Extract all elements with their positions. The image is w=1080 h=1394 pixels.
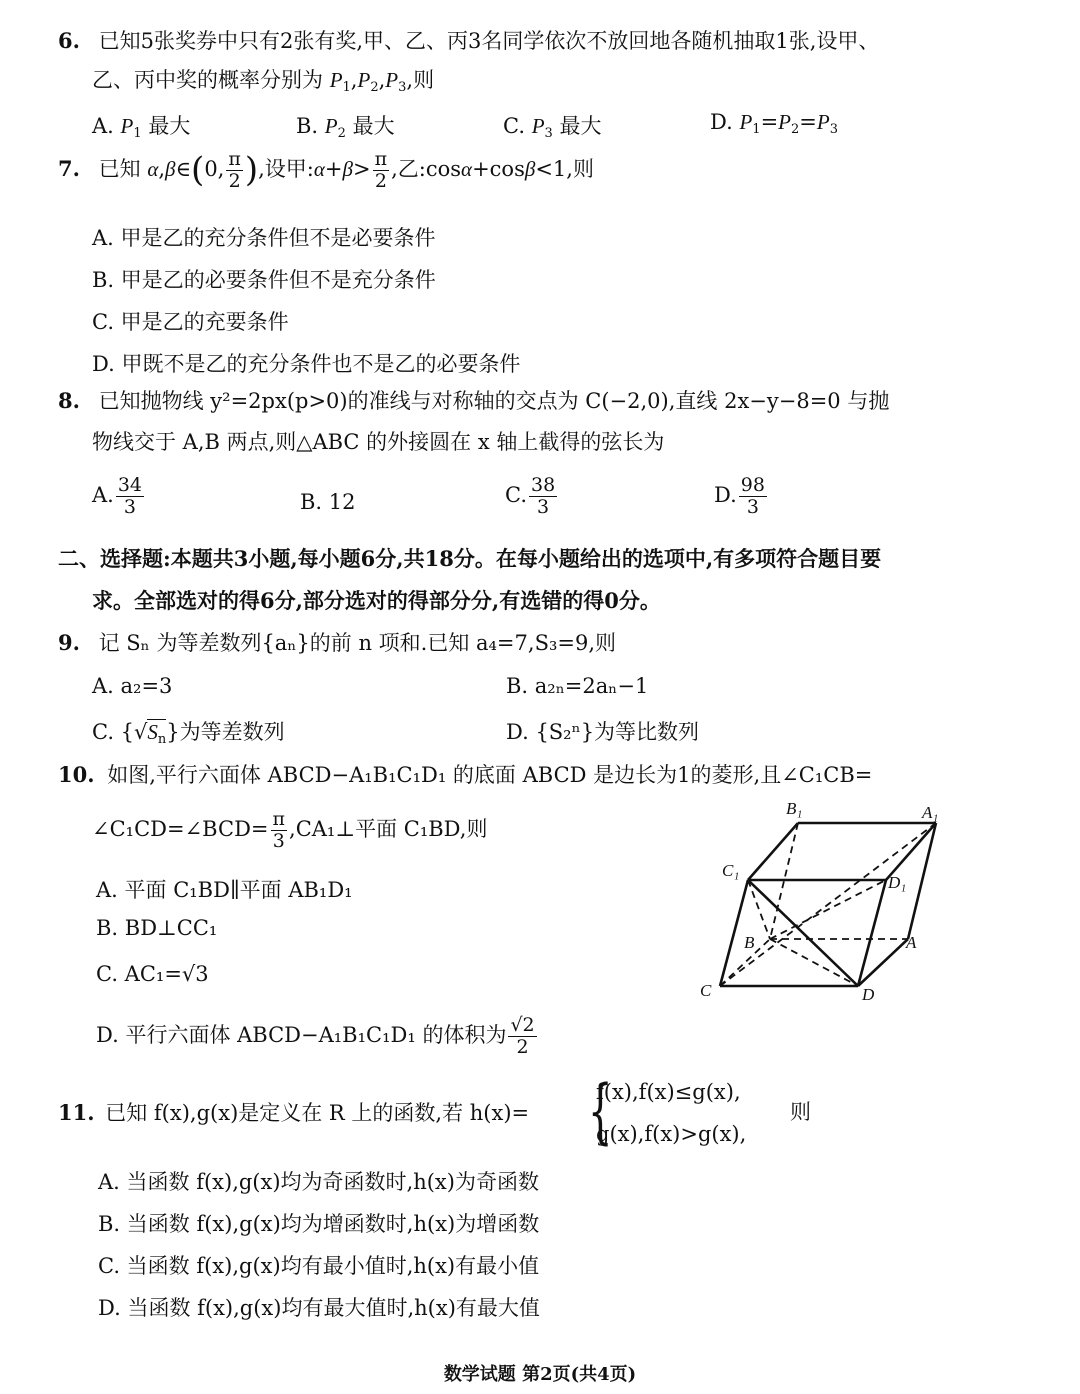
question-number: 6.: [58, 28, 80, 53]
question-text: 乙、丙中奖的概率分别为: [92, 68, 323, 92]
option-d[interactable]: D. $\frac{98}{3}$: [714, 474, 765, 518]
option-a[interactable]: A. $P_1$ 最大: [92, 114, 191, 141]
label-b1: B₁: [786, 799, 803, 818]
option-d[interactable]: D. 当函数 f(x),g(x)均有最大值时,h(x)有最大值: [98, 1296, 540, 1320]
option-c[interactable]: C. 当函数 f(x),g(x)均有最小值时,h(x)有最小值: [98, 1254, 540, 1278]
question-6: [58, 30, 879, 52]
option-a[interactable]: A. 甲是乙的充分条件但不是必要条件: [92, 226, 436, 250]
question-text: ,设甲:: [258, 157, 314, 181]
question-text: 已知: [98, 157, 141, 181]
label-b: B: [744, 933, 755, 952]
question-text: 物线交于 A,B 两点,则△ABC 的外接圆在 x 轴上截得的弦长为: [92, 430, 665, 454]
option-c[interactable]: C. $P_3$ 最大: [503, 114, 602, 141]
question-number: 9.: [58, 630, 80, 655]
question-7: 7. 已知 α,β∈(0, $\frac{\pi}{2}$ ),设甲:α+β> $\frac{\pi}{2}$ ,乙:cosα+cosβ<1,则: [58, 148, 594, 192]
question-text: 记 Sₙ 为等差数列{aₙ}的前 n 项和.已知 a₄=7,S₃=9,则: [98, 631, 617, 655]
question-8: [58, 390, 889, 412]
question-number: 10.: [58, 762, 95, 787]
option-d[interactable]: D. 甲既不是乙的充分条件也不是乙的必要条件: [92, 352, 521, 376]
question-10: [58, 764, 872, 786]
question-6-line2: 乙、丙中奖的概率分别为 $P_1,P_2,P_3$,则: [92, 68, 435, 95]
option-c[interactable]: C. AC₁=√3: [96, 962, 209, 986]
question-number: 11.: [58, 1100, 95, 1125]
question-text: +cos: [472, 157, 525, 181]
label-c: C: [700, 981, 712, 1000]
question-text: 则: [790, 1100, 811, 1124]
question-text: <1,则: [535, 157, 594, 181]
label-a: A: [906, 933, 917, 952]
section-instructions: 求。全部选对的得6分,部分选对的得部分分,有选错的得0分。: [92, 588, 661, 613]
parallelepiped-figure: [700, 796, 960, 1016]
question-text: ,则: [406, 68, 435, 92]
fraction: $\frac{\pi}{2}$: [374, 148, 388, 192]
question-text: ∠C₁CD=∠BCD=: [92, 817, 269, 841]
question-text: 已知5张奖券中只有2张有奖,甲、乙、丙3名同学依次不放回地各随机抽取1张,设甲、: [98, 29, 880, 53]
question-text: ,CA₁⊥平面 C₁BD,则: [289, 817, 488, 841]
option-c[interactable]: C. $\{√S_n\}$为等差数列: [92, 720, 285, 747]
option-b[interactable]: B. $P_2$ 最大: [296, 114, 395, 141]
question-text: 如图,平行六面体 ABCD−A₁B₁C₁D₁ 的底面 ABCD 是边长为1的菱形,且∠C₁CB=: [107, 763, 873, 787]
question-text: ,乙:cos: [391, 157, 462, 181]
question-number: 7.: [58, 156, 80, 181]
question-text: 已知抛物线 y²=2px(p>0)的准线与对称轴的交点为 C(−2,0),直线 2x−y−8=0 与抛: [98, 389, 890, 413]
fraction: $\frac{\pi}{2}$: [228, 148, 241, 192]
page-footer: 数学试题 第2页(共4页): [443, 1364, 637, 1385]
piecewise-brace: {: [588, 1070, 613, 1152]
option-d[interactable]: D. {S₂ⁿ}为等比数列: [506, 720, 700, 744]
label-d: D: [862, 985, 875, 1004]
option-b[interactable]: B. 甲是乙的必要条件但不是充分条件: [92, 268, 436, 292]
piecewise-case-1: f(x),f(x)≤g(x),: [596, 1080, 741, 1104]
question-9: [58, 632, 616, 654]
label-d1: D₁: [888, 873, 907, 892]
option-a[interactable]: A. 当函数 f(x),g(x)均为奇函数时,h(x)为奇函数: [98, 1170, 539, 1194]
option-c[interactable]: C. $\frac{38}{3}$: [505, 474, 556, 518]
question-number: 8.: [58, 388, 80, 413]
section-heading: 二、选择题:本题共3小题,每小题6分,共18分。在每小题给出的选项中,有多项符合题目要: [58, 546, 882, 571]
option-b[interactable]: B. 12: [300, 490, 356, 514]
question-10-line2: ∠C₁CD=∠BCD= $\frac{\pi}{3}$ ,CA₁⊥平面 C₁BD,则: [92, 808, 488, 852]
option-d[interactable]: D. 平行六面体 ABCD−A₁B₁C₁D₁ 的体积为 $\frac{√2}{2}$: [96, 1014, 535, 1058]
option-a[interactable]: A. a₂=3: [92, 674, 173, 698]
label-a1: A₁: [922, 803, 939, 822]
question-11: [58, 1102, 529, 1124]
label-c1: C₁: [722, 861, 740, 880]
piecewise-case-2: g(x),f(x)>g(x),: [596, 1122, 747, 1146]
option-b[interactable]: B. BD⊥CC₁: [96, 916, 218, 940]
option-a[interactable]: A. 平面 C₁BD∥平面 AB₁D₁: [96, 878, 353, 902]
option-b[interactable]: B. 当函数 f(x),g(x)均为增函数时,h(x)为增函数: [98, 1212, 540, 1236]
option-d[interactable]: D. $P_1=P_2=P_3$: [710, 110, 838, 137]
option-c[interactable]: C. 甲是乙的充要条件: [92, 310, 289, 334]
option-a[interactable]: A. $\frac{34}{3}$: [92, 474, 143, 518]
option-b[interactable]: B. a₂ₙ=2aₙ−1: [506, 674, 649, 698]
question-text: 已知 f(x),g(x)是定义在 R 上的函数,若 h(x)=: [105, 1101, 530, 1125]
